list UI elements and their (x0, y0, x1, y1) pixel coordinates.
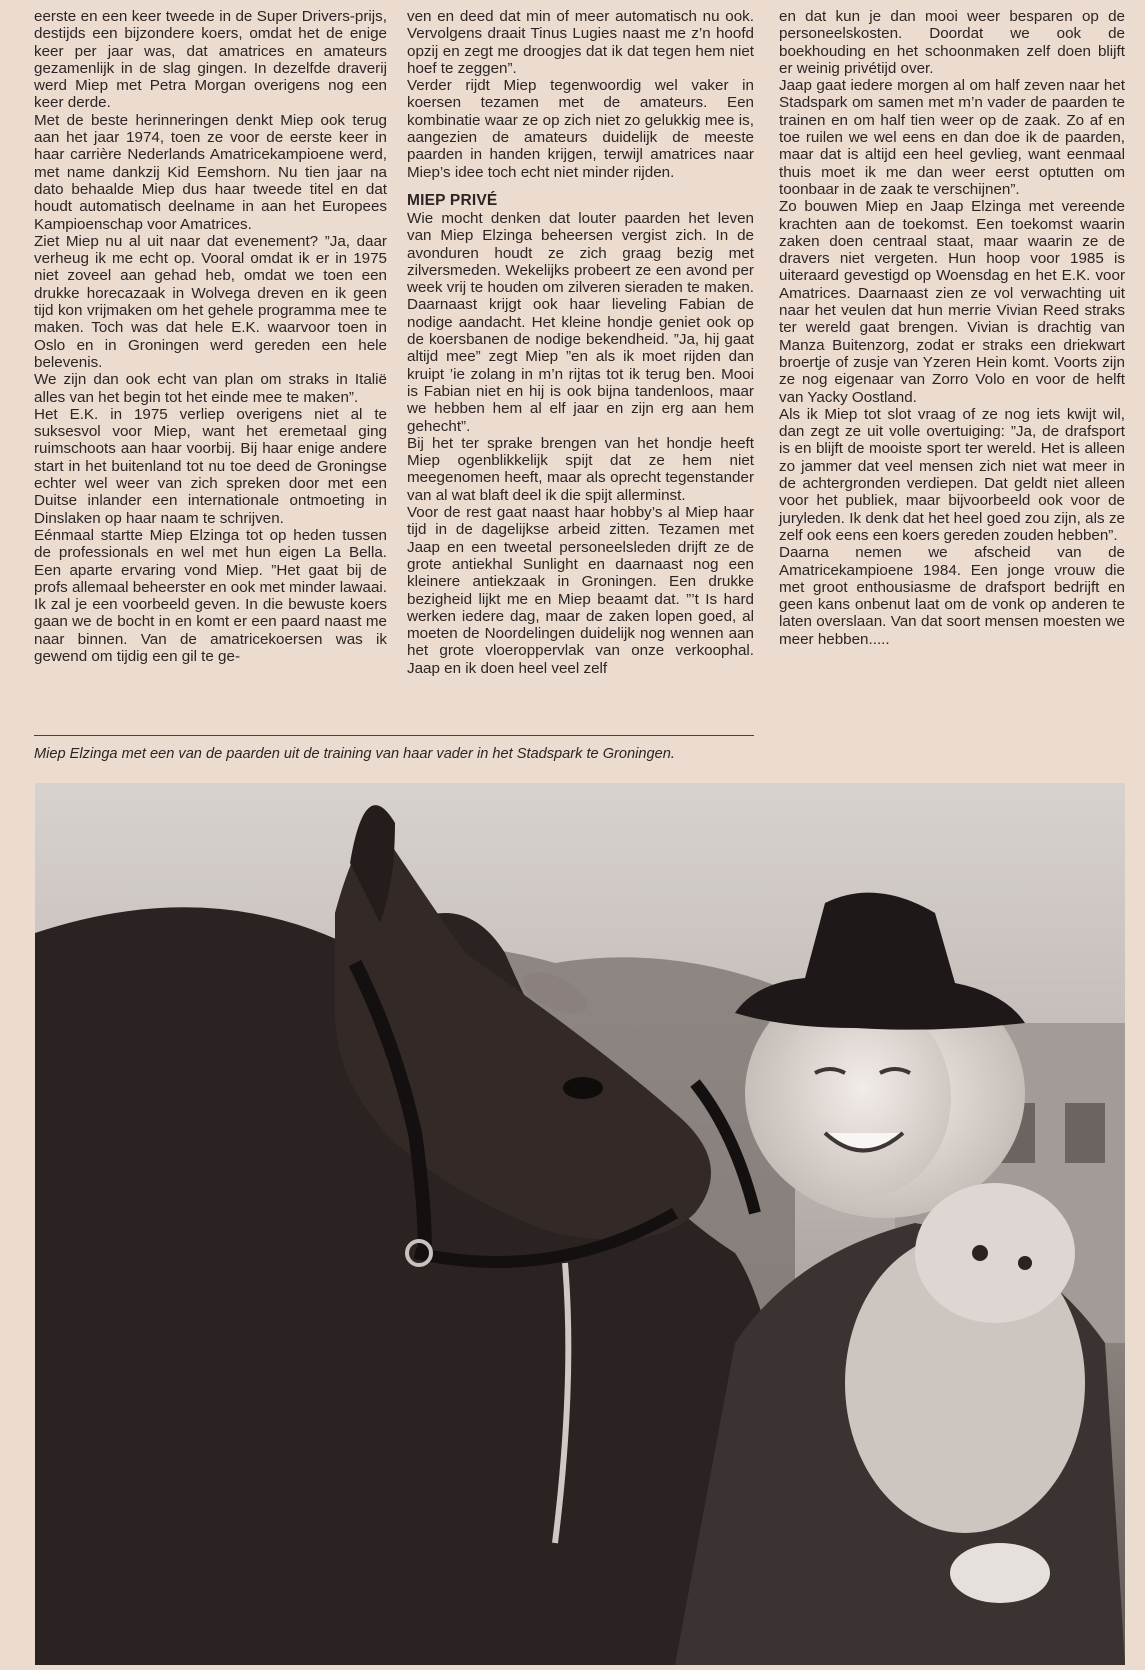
section-subheading: MIEP PRIVÉ (407, 191, 498, 209)
paragraph: Verder rijdt Miep tegenwoordig wel vaker in koersen tezamen met de amateurs. Een kombinatie waar ze op zich niet zo gelukkig mee is, aangezien de amateurs duidelijk de meeste paarden in handen krijgen, terwijl amatrices naar Miep’s idee toch echt niet minder rijden. (407, 77, 754, 181)
caption-rule (34, 735, 754, 736)
paragraph: en dat kun je dan mooi weer besparen op de personeelskosten. Doordat we ook de boekhouding en het schoonmaken zelf doen blijft er weinig privétijd over. (779, 8, 1125, 77)
photo-caption: Miep Elzinga met een van de paarden uit de training van haar vader in het Stadspark te Groningen. (34, 746, 675, 762)
article-column-2 (407, 8, 754, 677)
paragraph: Jaap gaat iedere morgen al om half zeven naar het Stadspark om samen met m’n vader de paarden te trainen en om half tien weer op de zaak. Zo af en toe ruilen we wel eens en dan doe ik de paarden, maar dat is altijd een heel gevlieg, want eenmaal thuis moet ik me dan weer eerst optutten om toonbaar in de zaak te verschijnen”. (779, 77, 1125, 198)
paragraph: Zo bouwen Miep en Jaap Elzinga met vereende krachten aan de toekomst. Een toekomst waarin zaken doen centraal staat, maar waarin ze de dravers niet vergeten. Hun hoop voor 1985 is uiteraard gevestigd op Woensdag en het E.K. voor Amatrices. Daarnaast zien ze vol verwachting uit naar het veulen dat hun merrie Vivian Reed straks ter wereld gaat brengen. Vivian is drachtig van Manza Buitenzorg, zodat er straks een driekwart broertje of zusje van Yzeren Hein komt. Voorts zijn ze nog eigenaar van Zorro Volo en voor de helft van Yacky Oostland. (779, 198, 1125, 406)
paragraph: Bij het ter sprake brengen van het hondje heeft Miep ogenblikkelijk spijt dat ze hem niet meegenomen heeft, maar als oprecht tegenstander van al wat blaft deel ik die spijt allerminst. (407, 434, 754, 504)
paragraph: Met de beste herinneringen denkt Miep ook terug aan het jaar 1974, toen ze voor de eerste keer in haar carrière Nederlands Amatricekampioene werd, met name dankzij Kid Eemshorn. Nu tien jaar na dato behaalde Miep dus haar tweede titel en dat houdt automatisch deelname in aan het Europees Kampioenschap voor Amatrices. (34, 111, 387, 233)
paragraph: Ziet Miep nu al uit naar dat evenement? ”Ja, daar verheug ik me echt op. Vooral omdat ik er in 1975 niet zoveel aan gehad heb, omdat we toen een drukke horecazaak in Wolvega dreven en ik geen tijd kon vrijmaken om het gehele programma mee te maken. Toch was dat hele E.K. waarvoor toen in Oslo en in Groningen werd gereden een hele belevenis. (34, 232, 387, 371)
paragraph: Daarna nemen we afscheid van de Amatricekampioene 1984. Een jonge vrouw die met groot enthousiasme de drafsport bedrijft en geen kans onbenut laat om de vonk op anderen te laten overslaan. Van dat soort mensen moesten we meer hebben..... (779, 544, 1125, 648)
section-gap (407, 181, 754, 191)
photo-woman-with-horse (35, 783, 1125, 1665)
paragraph: Het E.K. in 1975 verliep overigens niet al te suksesvol voor Miep, want het eremetaal ging ruimschoots aan haar voorbij. Bij haar enige andere start in het buitenland tot nu toe deed de Groningse echter wel weer van zich spreken door met een Duitse inlander een internationale ontmoeting in Dinslaken op haar naam te schrijven. (34, 405, 387, 527)
paragraph: ven en deed dat min of meer automatisch nu ook. Vervolgens draait Tinus Lugies naast me z’n hoofd opzij en zegt me droogjes dat ik dat tegen hem niet hoef te zeggen”. (407, 8, 754, 77)
paragraph: We zijn dan ook echt van plan om straks in Italië alles van het begin tot het einde mee te maken”. (34, 371, 387, 406)
paragraph: Als ik Miep tot slot vraag of ze nog iets kwijt wil, dan zegt ze uit volle overtuiging: ”Ja, de drafsport is en blijft de mooiste sport ter wereld. Het is alleen zo jammer dat veel mensen zich niet wat meer in de achtergronden verdiepen. Dat geldt niet alleen voor het publiek, maar bijvoorbeeld ook voor de juryleden. Ik denk dat het heel goed zou zijn, als ze zelf ook eens een koers gereden zouden hebben”. (779, 405, 1125, 544)
photo-illustration (35, 783, 1125, 1665)
article-column-1 (34, 8, 387, 665)
paragraph: Voor de rest gaat naast haar hobby’s al Miep haar tijd in de dagelijkse arbeid zitten. Tezamen met Jaap en een tweetal personeelsleden drijft ze de grote antiekhal Sunlight en daarnaast nog een kleinere antiekzaak in Groningen. Een drukke bezigheid lijkt me en Miep beaamt dat. ”’t Is hard werken iedere dag, maar de zaken lopen goed, al moeten de Noordelingen duidelijk nog wennen aan het grote vloeroppervlak van onze verkoophal. Jaap en ik doen heel veel zelf (407, 504, 754, 677)
paragraph: Eénmaal startte Miep Elzinga tot op heden tussen de professionals en wel met hun eigen La Bella. Een aparte ervaring vond Miep. ”Het gaat bij de profs allemaal beheerster en ook met minder lawaai. Ik zal je een voorbeeld geven. In die bewuste koers gaan we de bocht in en komt er een paard naast me naar binnen. Van de amatricekoersen was ik gewend om tijdig een gil te ge- (34, 526, 387, 665)
article-column-3 (779, 8, 1125, 648)
paragraph: Wie mocht denken dat louter paarden het leven van Miep Elzinga beheersen vergist zich. In de avonduren houdt ze zich graag bezig met zilversmeden. Wekelijks probeert ze een avond per week vrij te houden om zilveren sieraden te maken. Daarnaast krijgt ook haar lieveling Fabian de nodige aandacht. Het kleine hondje geniet ook op de koersbanen de nodige bekendheid. ”Ja, hij gaat altijd mee” zegt Miep ”en als ik moet rijden dan kruipt ’ie zolang in m’n rijtas tot ik terug ben. Mooi is Fabian niet en hij is ook bijna tandenloos, maar we hebben hem al elf jaar en zijn erg aan hem gehecht”. (407, 209, 754, 435)
paragraph: eerste en een keer tweede in de Super Drivers-prijs, destijds een bijzondere koers, omdat het de enige keer per jaar was, dat amatrices en amateurs gezamenlijk in de slag gingen. In dezelfde draverij werd Miep met Petra Morgan overigens nog een keer derde. (34, 8, 387, 112)
